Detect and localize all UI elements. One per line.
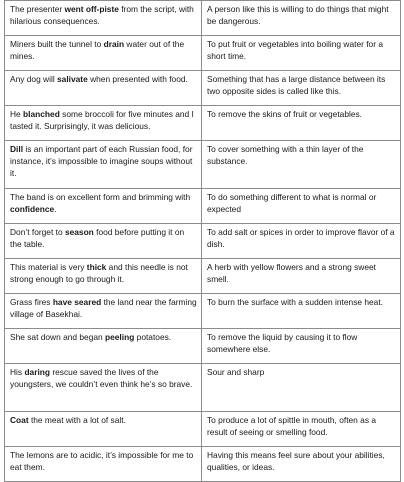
- table-row: [5, 106, 401, 141]
- definition-cell: Sour and sharp: [202, 364, 401, 412]
- sentence-cell: Any dog will salivate when presented with food.: [5, 71, 202, 106]
- table-row: [5, 1, 401, 36]
- key-word: salivate: [57, 74, 88, 84]
- sentence-cell: She sat down and began peeling potatoes.: [5, 329, 202, 364]
- table-row: [5, 36, 401, 71]
- definition-cell: A person like this is willing to do things that might be dangerous.: [202, 1, 401, 36]
- definition-cell: To remove the skins of fruit or vegetables.: [202, 106, 401, 141]
- sentence-cell: Dill is an important part of each Russian food, for instance, it’s impossible to imagine soups without it.: [5, 141, 202, 189]
- definition-cell: Having this means feel sure about your abilities, qualities, or ideas.: [202, 447, 401, 482]
- key-word: went off-piste: [64, 4, 119, 14]
- definition-cell: To put fruit or vegetables into boiling water for a short time.: [202, 36, 401, 71]
- definition-cell: A herb with yellow flowers and a strong sweet smell.: [202, 259, 401, 294]
- definition-cell: To burn the surface with a sudden intense heat.: [202, 294, 401, 329]
- definition-cell: To remove the liquid by causing it to flow somewhere else.: [202, 329, 401, 364]
- key-word: thick: [86, 262, 107, 272]
- sentence-cell: Grass fires have seared the land near the farming village of Basekhai.: [5, 294, 202, 329]
- table-row: [5, 189, 401, 224]
- table-row: [5, 294, 401, 329]
- definition-cell: To add salt or spices in order to improve flavor of a dish.: [202, 224, 401, 259]
- table-row: [5, 259, 401, 294]
- key-word: drain: [103, 39, 125, 49]
- vocabulary-matching-table: [4, 0, 401, 482]
- key-word: Coat: [10, 415, 29, 425]
- sentence-cell: The presenter went off-piste from the script, with hilarious consequences.: [5, 1, 202, 36]
- key-word: have seared: [52, 297, 102, 307]
- key-word: confidence: [10, 204, 55, 215]
- sentence-cell: This material is very thick and this needle is not strong enough to go through it.: [5, 259, 202, 294]
- key-word: season: [64, 227, 94, 237]
- table-row: [5, 71, 401, 106]
- key-word: peeling: [105, 332, 135, 342]
- sentence-cell: The band is on excellent form and brimming with confidence.: [5, 189, 202, 224]
- key-word: blanched: [23, 109, 60, 119]
- sentence-cell: Miners built the tunnel to drain water out of the mines.: [5, 36, 202, 71]
- table-row: [5, 412, 401, 447]
- sentence-cell: Coat the meat with a lot of salt.: [5, 412, 202, 447]
- table-row: [5, 224, 401, 259]
- sentence-cell: He blanched some broccoli for five minutes and I tasted it. Surprisingly, it was delicious.: [5, 106, 202, 141]
- sentence-cell: The lemons are to acidic, it’s impossible for me to eat them.: [5, 447, 202, 482]
- sentence-cell: His daring rescue saved the lives of the youngsters, we couldn’t even think he’s so brave.: [5, 364, 202, 412]
- definition-cell: To do something different to what is normal or expected: [202, 189, 401, 224]
- table-row: [5, 329, 401, 364]
- table-row: [5, 447, 401, 482]
- definition-cell: Something that has a large distance between its two opposite sides is called like this.: [202, 71, 401, 106]
- key-word: daring: [24, 367, 51, 377]
- table-row: [5, 364, 401, 412]
- definition-cell: To cover something with a thin layer of the substance.: [202, 141, 401, 189]
- definition-cell: To produce a lot of spittle in mouth, often as a result of seeing or smelling food.: [202, 412, 401, 447]
- sentence-cell: Don’t forget to season food before putting it on the table.: [5, 224, 202, 259]
- key-word: Dill: [10, 144, 24, 154]
- table-row: [5, 141, 401, 189]
